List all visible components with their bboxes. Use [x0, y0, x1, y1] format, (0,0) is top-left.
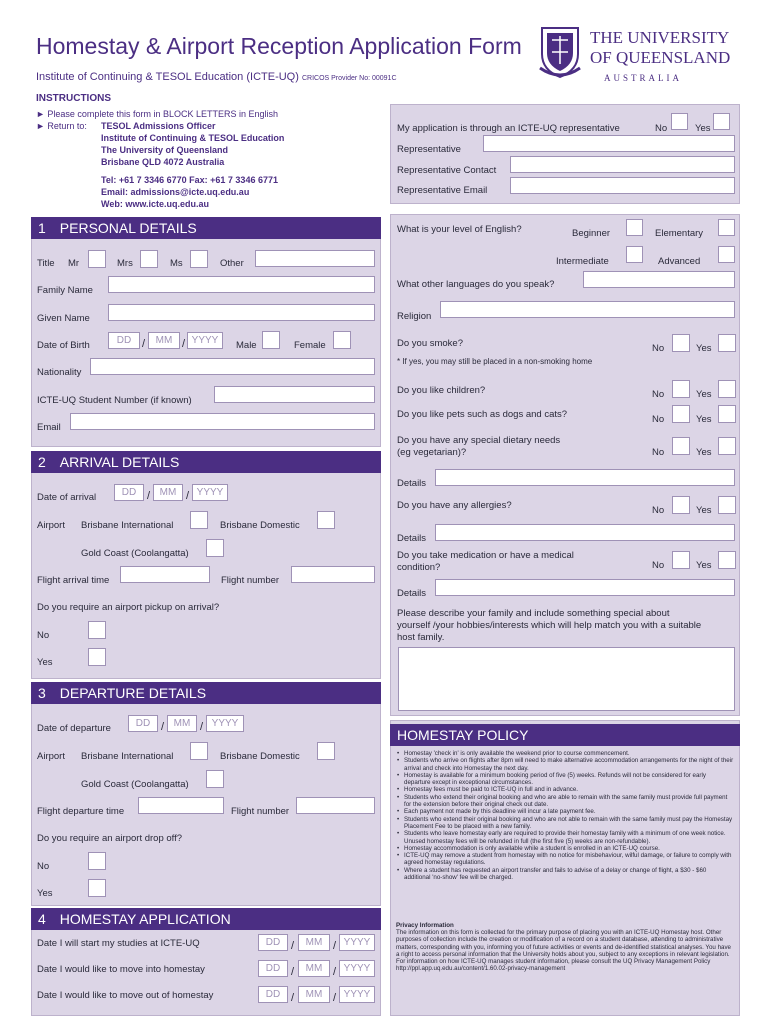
title-mrs-checkbox[interactable]: [140, 250, 158, 268]
allergies-no-checkbox[interactable]: [672, 496, 690, 514]
medication-no-label: No: [652, 560, 665, 571]
arrival-airport-label: Airport: [37, 520, 65, 531]
departure-bne-int-label: Brisbane International: [81, 751, 174, 762]
instructions-heading: INSTRUCTIONS: [36, 93, 111, 104]
departure-flight-input[interactable]: [296, 797, 375, 814]
contact-phone: Tel: +61 7 3346 6770 Fax: +61 7 3346 6771: [101, 175, 278, 185]
move-out-label: Date I would like to move out of homestay: [37, 990, 214, 1001]
departure-flight-label: Flight number: [231, 806, 290, 817]
policy-item: • Homestay accommodation is only available while a student is enrolled in an ICTE-UQ course.: [404, 845, 734, 852]
departure-bne-dom-label: Brisbane Domestic: [220, 751, 300, 762]
contact-email: Email: admissions@icte.uq.edu.au: [101, 187, 250, 197]
move-in-year-input[interactable]: YYYY: [339, 960, 375, 977]
rep-contact-label: Representative Contact: [397, 165, 497, 176]
student-number-input[interactable]: [214, 386, 375, 403]
form-subtitle: Institute of Continuing & TESOL Education (ICTE-UQ) CRICOS Provider No: 00091C: [36, 71, 397, 83]
title-other-label: Other: [220, 258, 244, 269]
allergies-yes-label: Yes: [696, 505, 712, 516]
advanced-checkbox[interactable]: [718, 246, 735, 263]
arrival-bne-dom-label: Brisbane Domestic: [220, 520, 300, 531]
title-other-input[interactable]: [255, 250, 375, 267]
dropoff-question: Do you require an airport drop off?: [37, 833, 183, 844]
pets-yes-label: Yes: [696, 414, 712, 425]
departure-bne-dom-checkbox[interactable]: [317, 742, 335, 760]
smoke-no-label: No: [652, 343, 665, 354]
policy-item: • Homestay fees must be paid to ICTE-UQ in full and in advance.: [404, 786, 734, 793]
arrival-date-label: Date of arrival: [37, 492, 97, 503]
homestay-policy-header: HOMESTAY POLICY: [390, 724, 740, 746]
rep-yes-label: Yes: [695, 123, 711, 134]
title-label: Title: [37, 258, 55, 269]
uq-name-line1: THE UNIVERSITY: [590, 28, 730, 47]
describe-family-textarea[interactable]: [398, 647, 735, 711]
move-out-year-input[interactable]: YYYY: [339, 986, 375, 1003]
move-out-month-input[interactable]: MM: [298, 986, 330, 1003]
move-out-day-input[interactable]: DD: [258, 986, 288, 1003]
allergies-yes-checkbox[interactable]: [718, 496, 736, 514]
dropoff-no-checkbox[interactable]: [88, 852, 106, 870]
smoke-question: Do you smoke?: [397, 338, 464, 349]
dropoff-no-label: No: [37, 861, 50, 872]
religion-input[interactable]: [440, 301, 735, 318]
languages-question: What other languages do you speak?: [397, 279, 555, 290]
dob-day-input[interactable]: DD: [108, 332, 140, 349]
departure-details-header: 3 DEPARTURE DETAILS: [31, 682, 381, 704]
medication-yes-label: Yes: [696, 560, 712, 571]
smoke-yes-checkbox[interactable]: [718, 334, 736, 352]
smoke-note: * If yes, you may still be placed in a non-smoking home: [397, 357, 593, 366]
date-slash: /: [291, 992, 295, 1004]
title-ms-label: Ms: [170, 258, 183, 269]
date-slash: /: [333, 992, 337, 1004]
date-slash: /: [182, 338, 186, 350]
privacy-heading: Privacy Information: [396, 922, 454, 929]
pickup-yes-label: Yes: [37, 657, 53, 668]
return-university: The University of Queensland: [101, 145, 229, 155]
instruction-return: ► Return to:: [36, 121, 87, 131]
allergies-details-label: Details: [397, 533, 427, 544]
title-mr-label: Mr: [68, 258, 80, 269]
policy-item: • Students who extend their original booking and who are able to remain with the same family must provide full payment for the extension before their original check out date.: [404, 794, 734, 809]
contact-web: Web: www.icte.uq.edu.au: [101, 199, 210, 209]
medication-details-label: Details: [397, 588, 427, 599]
arrival-flight-input[interactable]: [291, 566, 375, 583]
departure-gold-coast-label: Gold Coast (Coolangatta): [81, 779, 189, 790]
pickup-no-label: No: [37, 630, 50, 641]
dietary-no-label: No: [652, 447, 665, 458]
study-start-day-input[interactable]: DD: [258, 934, 288, 951]
uq-crest-icon: [538, 24, 582, 80]
departure-time-input[interactable]: [138, 797, 224, 814]
uq-country: AUSTRALIA: [604, 73, 682, 83]
male-label: Male: [236, 340, 257, 351]
beginner-label: Beginner: [572, 228, 611, 239]
arrival-bne-int-checkbox[interactable]: [190, 511, 208, 529]
arrival-day-input[interactable]: DD: [114, 484, 144, 501]
english-level-question: What is your level of English?: [397, 224, 522, 235]
allergies-details-input[interactable]: [435, 524, 735, 541]
languages-input[interactable]: [583, 271, 735, 288]
medication-details-input[interactable]: [435, 579, 735, 596]
policy-item: • Homestay is available for a minimum booking period of five (5) weeks. Refunds will not be considered for early departure except in exceptional circumstances.: [404, 772, 734, 787]
given-name-input[interactable]: [108, 304, 375, 321]
date-slash: /: [147, 490, 151, 502]
title-mr-checkbox[interactable]: [88, 250, 106, 268]
form-title: Homestay & Airport Reception Application Form: [36, 33, 522, 59]
policy-item: • Students who arrive on flights after 8pm will need to make alternative accommodation arrangements for the night of their arrival and check into Homestay the next day.: [404, 757, 734, 772]
given-name-label: Given Name: [37, 313, 90, 324]
rep-no-label: No: [655, 123, 668, 134]
female-label: Female: [294, 340, 326, 351]
study-start-label: Date I will start my studies at ICTE-UQ: [37, 938, 200, 949]
instruction-line: ► Please complete this form in BLOCK LETTERS in English: [36, 109, 279, 119]
departure-airport-label: Airport: [37, 751, 65, 762]
rep-no-checkbox[interactable]: [671, 113, 688, 130]
study-start-month-input[interactable]: MM: [298, 934, 330, 951]
religion-label: Religion: [397, 311, 432, 322]
policy-item: • Where a student has requested an airport transfer and fails to advise of a delay or change of flight, a $30 - $60 additional 'no-show' fee will be charged.: [404, 867, 734, 882]
departure-year-input[interactable]: YYYY: [206, 715, 244, 732]
dropoff-yes-label: Yes: [37, 888, 53, 899]
personal-details-header: 1 PERSONAL DETAILS: [31, 217, 381, 239]
arrival-month-input[interactable]: MM: [153, 484, 183, 501]
rep-contact-input[interactable]: [510, 156, 735, 173]
dietary-no-checkbox[interactable]: [672, 437, 690, 455]
nationality-label: Nationality: [37, 367, 82, 378]
departure-date-label: Date of departure: [37, 723, 111, 734]
dietary-question-2: (eg vegetarian)?: [397, 447, 467, 458]
family-name-label: Family Name: [37, 285, 93, 296]
dob-label: Date of Birth: [37, 340, 90, 351]
date-slash: /: [161, 721, 165, 733]
female-checkbox[interactable]: [333, 331, 351, 349]
study-start-year-input[interactable]: YYYY: [339, 934, 375, 951]
move-in-month-input[interactable]: MM: [298, 960, 330, 977]
male-checkbox[interactable]: [262, 331, 280, 349]
pets-yes-checkbox[interactable]: [718, 405, 736, 423]
move-in-day-input[interactable]: DD: [258, 960, 288, 977]
medication-question: Do you take medication or have a medical: [397, 550, 574, 561]
dob-year-input[interactable]: YYYY: [187, 332, 223, 349]
smoke-yes-label: Yes: [696, 343, 712, 354]
pets-no-checkbox[interactable]: [672, 405, 690, 423]
policy-item: • Students who extend their original booking and who are not able to remain with the same family must pay the Homestay Placement Fee to be placed with a new family.: [404, 816, 734, 831]
departure-gold-coast-checkbox[interactable]: [206, 770, 224, 788]
policy-item: • ICTE-UQ may remove a student from homestay with no notice for misbehaviour, wilful damage, or failure to comply with agreed homestay regulations.: [404, 852, 734, 867]
departure-month-input[interactable]: MM: [167, 715, 197, 732]
advanced-label: Advanced: [658, 256, 701, 267]
elementary-label: Elementary: [655, 228, 704, 239]
date-slash: /: [200, 721, 204, 733]
children-no-checkbox[interactable]: [672, 380, 690, 398]
return-address: Brisbane QLD 4072 Australia: [101, 157, 225, 167]
family-name-input[interactable]: [108, 276, 375, 293]
arrival-details-header: 2 ARRIVAL DETAILS: [31, 451, 381, 473]
return-institute: Institute of Continuing & TESOL Education: [101, 133, 285, 143]
dietary-yes-label: Yes: [696, 447, 712, 458]
children-no-label: No: [652, 389, 665, 400]
pickup-no-checkbox[interactable]: [88, 621, 106, 639]
policy-item: • Students who leave homestay early are required to provide their homestay family with a minimum of one week notice. Unused homestay fees will be refunded in full (the first five (5) weeks are non-refundable).: [404, 830, 734, 845]
arrival-bne-dom-checkbox[interactable]: [317, 511, 335, 529]
allergies-no-label: No: [652, 505, 665, 516]
cricos-number: CRICOS Provider No: 00091C: [301, 75, 397, 82]
dietary-question: Do you have any special dietary needs: [397, 435, 561, 446]
date-slash: /: [142, 338, 146, 350]
smoke-no-checkbox[interactable]: [672, 334, 690, 352]
homestay-application-header: 4 HOMESTAY APPLICATION: [31, 908, 381, 930]
title-mrs-label: Mrs: [117, 258, 133, 269]
representative-input[interactable]: [483, 135, 735, 152]
medication-no-checkbox[interactable]: [672, 551, 690, 569]
intermediate-label: Intermediate: [556, 256, 609, 267]
allergies-question: Do you have any allergies?: [397, 500, 512, 511]
uq-name-line2: OF QUEENSLAND: [590, 48, 731, 67]
rep-question: My application is through an ICTE-UQ representative: [397, 123, 620, 134]
date-slash: /: [291, 940, 295, 952]
dob-month-input[interactable]: MM: [148, 332, 180, 349]
medication-question-2: condition?: [397, 562, 441, 573]
email-input[interactable]: [70, 413, 375, 430]
arrival-bne-int-label: Brisbane International: [81, 520, 174, 531]
date-slash: /: [333, 940, 337, 952]
describe-prompt-2: yourself /your hobbies/interests which will help match you with a suitable: [397, 620, 702, 631]
arrival-time-label: Flight arrival time: [37, 575, 110, 586]
pickup-question: Do you require an airport pickup on arrival?: [37, 602, 220, 613]
describe-prompt-3: host family.: [397, 632, 445, 643]
pets-question: Do you like pets such as dogs and cats?: [397, 409, 568, 420]
policy-list: [396, 750, 734, 881]
dropoff-yes-checkbox[interactable]: [88, 879, 106, 897]
return-officer: TESOL Admissions Officer: [101, 121, 216, 131]
children-yes-label: Yes: [696, 389, 712, 400]
title-ms-checkbox[interactable]: [190, 250, 208, 268]
rep-email-label: Representative Email: [397, 185, 488, 196]
privacy-text: The information on this form is collected for the primary purpose of placing you with an ICTE-UQ Homestay host. Other purposes of collection include the creation or modification of a record on a student database, attending to administrative matters, corresponding with you, informing you of future activities or events and de-identified statistical analyses. You have a right to access personal information that the University holds about you, subject to any exceptions in relevant legislation. For information on how ICTE-UQ manages student information, please consult the UQ Privacy Management Policy http://ppl.app.uq.edu.au/content/1.60.02-privacy-management: [396, 929, 731, 973]
arrival-year-input[interactable]: YYYY: [192, 484, 228, 501]
date-slash: /: [291, 966, 295, 978]
arrival-flight-label: Flight number: [221, 575, 280, 586]
pets-no-label: No: [652, 414, 665, 425]
medication-yes-checkbox[interactable]: [718, 551, 736, 569]
policy-item: • Homestay 'check in' is only available the weekend prior to course commencement.: [404, 750, 734, 757]
departure-bne-int-checkbox[interactable]: [190, 742, 208, 760]
move-in-label: Date I would like to move into homestay: [37, 964, 205, 975]
dietary-yes-checkbox[interactable]: [718, 437, 736, 455]
pickup-yes-checkbox[interactable]: [88, 648, 106, 666]
arrival-gold-coast-label: Gold Coast (Coolangatta): [81, 548, 189, 559]
elementary-checkbox[interactable]: [718, 219, 735, 236]
rep-email-input[interactable]: [510, 177, 735, 194]
rep-yes-checkbox[interactable]: [713, 113, 730, 130]
departure-day-input[interactable]: DD: [128, 715, 158, 732]
arrival-gold-coast-checkbox[interactable]: [206, 539, 224, 557]
representative-label: Representative: [397, 144, 461, 155]
children-yes-checkbox[interactable]: [718, 380, 736, 398]
dietary-details-input[interactable]: [435, 469, 735, 486]
departure-time-label: Flight departure time: [37, 806, 125, 817]
date-slash: /: [186, 490, 190, 502]
children-question: Do you like children?: [397, 385, 486, 396]
describe-prompt-1: Please describe your family and include something special about: [397, 608, 670, 619]
intermediate-checkbox[interactable]: [626, 246, 643, 263]
arrival-time-input[interactable]: [120, 566, 210, 583]
dietary-details-label: Details: [397, 478, 427, 489]
student-number-label: ICTE-UQ Student Number (if known): [37, 395, 192, 406]
nationality-input[interactable]: [90, 358, 375, 375]
email-label: Email: [37, 422, 61, 433]
policy-item: • Each payment not made by this deadline will incur a late payment fee.: [404, 808, 734, 815]
beginner-checkbox[interactable]: [626, 219, 643, 236]
date-slash: /: [333, 966, 337, 978]
